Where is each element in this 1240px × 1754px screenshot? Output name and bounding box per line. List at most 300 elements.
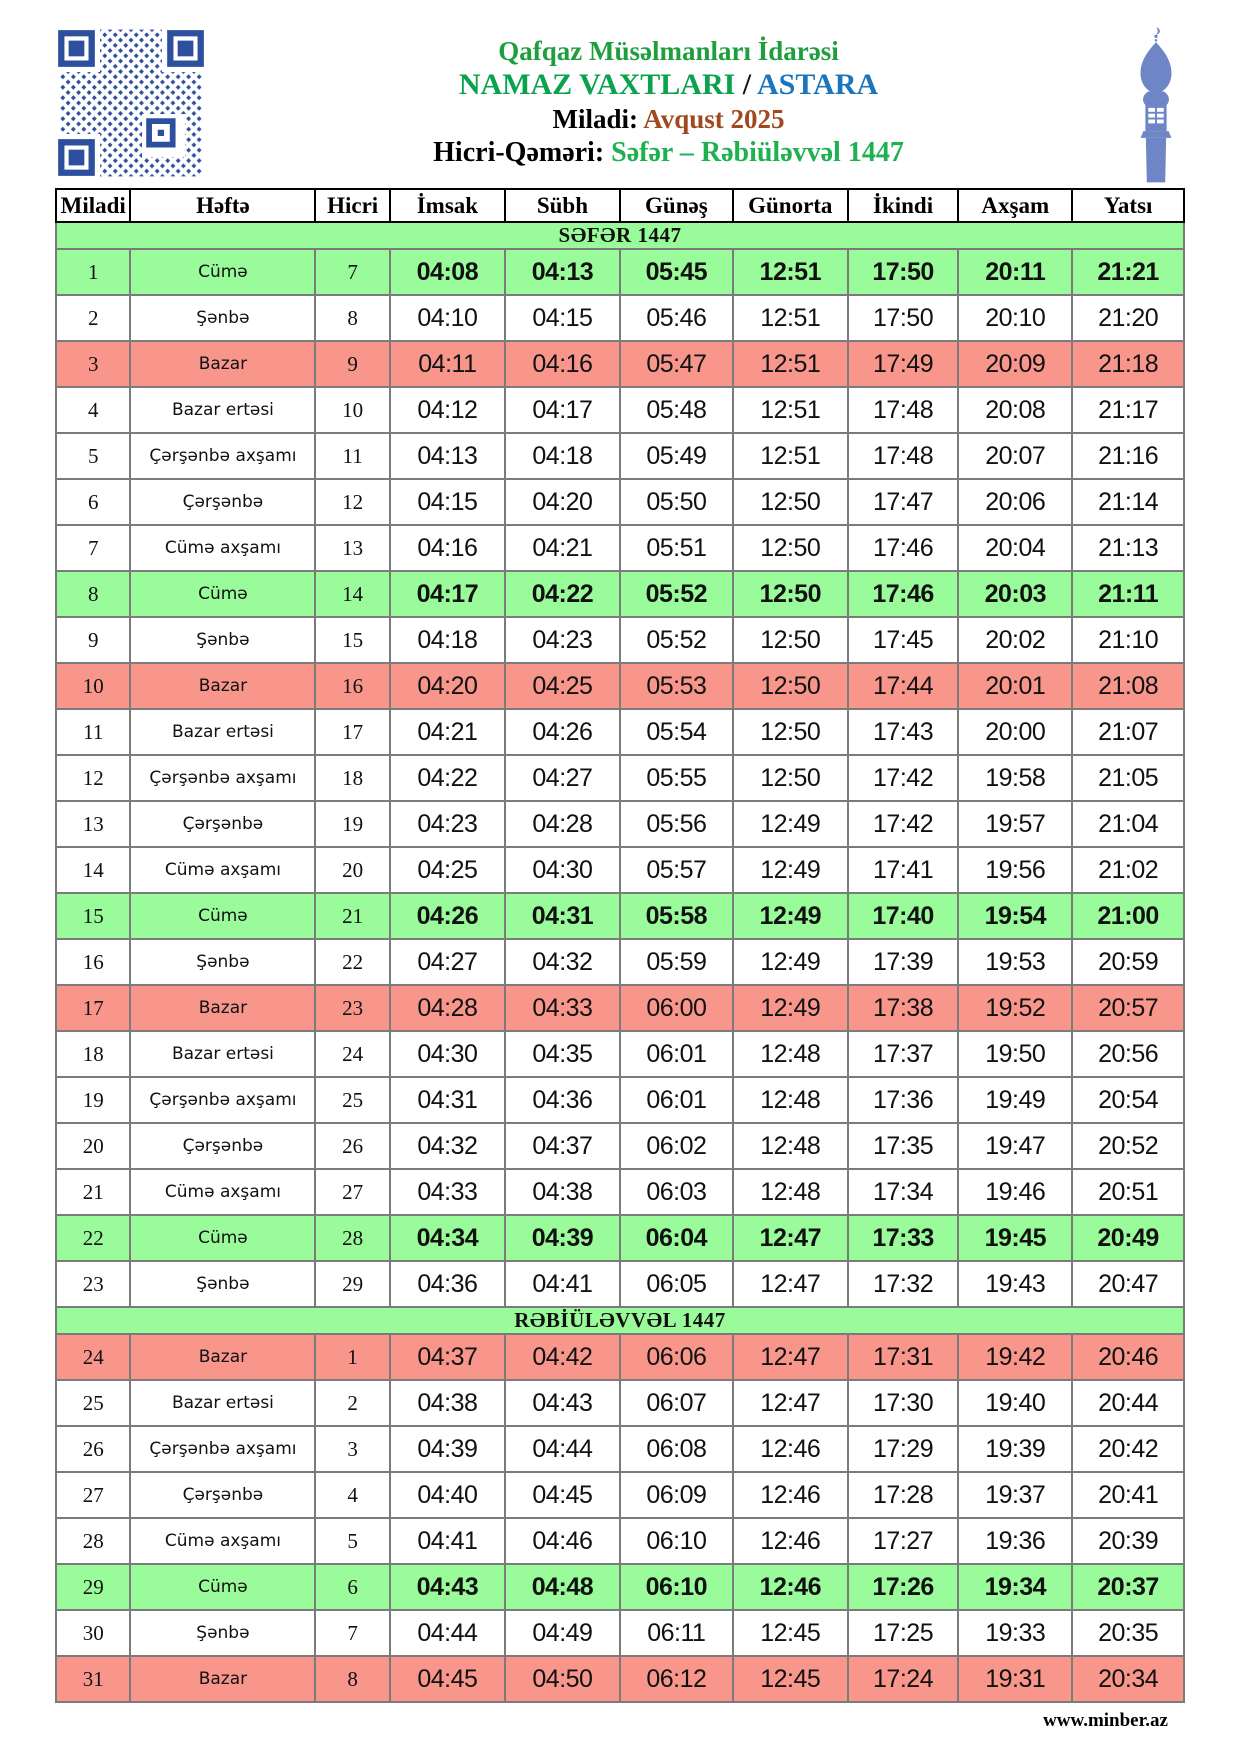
cell-time-imsak: 04:34: [390, 1215, 505, 1261]
cell-weekday: Cümə: [130, 1215, 315, 1261]
cell-miladi: 24: [56, 1334, 130, 1380]
cell-weekday: Şənbə: [130, 295, 315, 341]
organization-title: Qafqaz Müsəlmanları İdarəsi: [498, 36, 839, 66]
cell-weekday: Şənbə: [130, 939, 315, 985]
cell-time-axsam: 19:52: [958, 985, 1072, 1031]
cell-time-yatsi: 20:35: [1072, 1610, 1184, 1656]
cell-time-subh: 04:33: [505, 985, 620, 1031]
cell-hicri: 18: [315, 755, 389, 801]
cell-time-subh: 04:28: [505, 801, 620, 847]
cell-time-axsam: 19:56: [958, 847, 1072, 893]
cell-time-ikindi: 17:34: [848, 1169, 959, 1215]
cell-miladi: 22: [56, 1215, 130, 1261]
cell-time-subh: 04:17: [505, 387, 620, 433]
cell-time-ikindi: 17:38: [848, 985, 959, 1031]
cell-hicri: 15: [315, 617, 389, 663]
cell-miladi: 27: [56, 1472, 130, 1518]
cell-time-axsam: 20:06: [958, 479, 1072, 525]
cell-time-gunorta: 12:48: [733, 1077, 848, 1123]
cell-time-gunorta: 12:49: [733, 985, 848, 1031]
cell-time-gunorta: 12:49: [733, 847, 848, 893]
cell-time-yatsi: 20:49: [1072, 1215, 1184, 1261]
cell-weekday: Cümə axşamı: [130, 1518, 315, 1564]
cell-time-axsam: 20:07: [958, 433, 1072, 479]
cell-time-gunorta: 12:46: [733, 1426, 848, 1472]
cell-time-gunorta: 12:46: [733, 1472, 848, 1518]
cell-hicri: 8: [315, 295, 389, 341]
cell-time-imsak: 04:38: [390, 1380, 505, 1426]
cell-time-ikindi: 17:26: [848, 1564, 959, 1610]
cell-weekday: Bazar: [130, 985, 315, 1031]
column-header-hefte: Həftə: [130, 189, 315, 222]
month-section-row: [56, 222, 1184, 249]
cell-hicri: 19: [315, 801, 389, 847]
cell-time-axsam: 19:31: [958, 1656, 1072, 1702]
miladi-value: Avqust 2025: [643, 104, 785, 134]
cell-time-subh: 04:46: [505, 1518, 620, 1564]
cell-hicri: 28: [315, 1215, 389, 1261]
cell-time-ikindi: 17:41: [848, 847, 959, 893]
hicri-value: Səfər – Rəbiüləvvəl 1447: [611, 137, 904, 168]
cell-time-subh: 04:27: [505, 755, 620, 801]
cell-time-gunorta: 12:45: [733, 1656, 848, 1702]
cell-weekday: Şənbə: [130, 1261, 315, 1307]
cell-time-axsam: 19:45: [958, 1215, 1072, 1261]
cell-weekday: Çərşənbə: [130, 801, 315, 847]
cell-time-yatsi: 21:17: [1072, 387, 1184, 433]
cell-hicri: 11: [315, 433, 389, 479]
cell-time-axsam: 20:02: [958, 617, 1072, 663]
cell-time-yatsi: 20:47: [1072, 1261, 1184, 1307]
cell-time-ikindi: 17:25: [848, 1610, 959, 1656]
cell-time-imsak: 04:17: [390, 571, 505, 617]
cell-time-axsam: 19:42: [958, 1334, 1072, 1380]
cell-time-gunes: 06:12: [620, 1656, 733, 1702]
cell-time-imsak: 04:32: [390, 1123, 505, 1169]
cell-time-yatsi: 20:42: [1072, 1426, 1184, 1472]
cell-time-gunes: 05:49: [620, 433, 733, 479]
day-row: [56, 341, 1184, 387]
cell-time-imsak: 04:23: [390, 801, 505, 847]
day-row: [56, 985, 1184, 1031]
cell-time-gunorta: 12:47: [733, 1215, 848, 1261]
cell-time-gunorta: 12:47: [733, 1261, 848, 1307]
column-header-imsak: İmsak: [390, 189, 505, 222]
day-row: [56, 801, 1184, 847]
cell-time-gunes: 05:56: [620, 801, 733, 847]
cell-time-ikindi: 17:50: [848, 249, 959, 295]
cell-time-yatsi: 20:59: [1072, 939, 1184, 985]
cell-time-yatsi: 20:39: [1072, 1518, 1184, 1564]
column-header-gunorta: Günorta: [733, 189, 848, 222]
cell-hicri: 9: [315, 341, 389, 387]
cell-miladi: 2: [56, 295, 130, 341]
cell-weekday: Çərşənbə: [130, 479, 315, 525]
cell-time-axsam: 20:01: [958, 663, 1072, 709]
cell-time-imsak: 04:25: [390, 847, 505, 893]
cell-time-subh: 04:48: [505, 1564, 620, 1610]
cell-time-gunorta: 12:49: [733, 893, 848, 939]
cell-time-ikindi: 17:33: [848, 1215, 959, 1261]
cell-time-yatsi: 20:46: [1072, 1334, 1184, 1380]
cell-weekday: Çərşənbə axşamı: [130, 1077, 315, 1123]
column-header-axsam: Axşam: [958, 189, 1072, 222]
cell-weekday: Çərşənbə axşamı: [130, 755, 315, 801]
cell-miladi: 12: [56, 755, 130, 801]
cell-time-gunes: 06:01: [620, 1077, 733, 1123]
cell-miladi: 25: [56, 1380, 130, 1426]
cell-time-ikindi: 17:44: [848, 663, 959, 709]
cell-time-ikindi: 17:45: [848, 617, 959, 663]
cell-time-yatsi: 20:37: [1072, 1564, 1184, 1610]
cell-time-gunes: 06:04: [620, 1215, 733, 1261]
day-row: [56, 1077, 1184, 1123]
page-header: [55, 18, 1185, 186]
cell-time-gunes: 05:51: [620, 525, 733, 571]
cell-time-axsam: 19:58: [958, 755, 1072, 801]
cell-weekday: Cümə axşamı: [130, 525, 315, 571]
cell-time-gunorta: 12:50: [733, 755, 848, 801]
cell-time-gunes: 06:01: [620, 1031, 733, 1077]
cell-weekday: Bazar ertəsi: [130, 1380, 315, 1426]
cell-time-axsam: 20:09: [958, 341, 1072, 387]
day-row: [56, 1656, 1184, 1702]
cell-hicri: 7: [315, 249, 389, 295]
cell-hicri: 22: [315, 939, 389, 985]
cell-time-gunes: 05:47: [620, 341, 733, 387]
cell-miladi: 19: [56, 1077, 130, 1123]
cell-time-imsak: 04:26: [390, 893, 505, 939]
cell-time-gunes: 05:45: [620, 249, 733, 295]
column-header-hicri: Hicri: [315, 189, 389, 222]
cell-miladi: 20: [56, 1123, 130, 1169]
cell-miladi: 26: [56, 1426, 130, 1472]
cell-time-gunes: 05:59: [620, 939, 733, 985]
day-row: [56, 479, 1184, 525]
month-section-banner: RƏBİÜLƏVVƏL 1447: [56, 1307, 1184, 1334]
cell-time-imsak: 04:31: [390, 1077, 505, 1123]
cell-time-axsam: 19:34: [958, 1564, 1072, 1610]
cell-time-yatsi: 21:05: [1072, 755, 1184, 801]
cell-time-imsak: 04:11: [390, 341, 505, 387]
cell-weekday: Bazar: [130, 1656, 315, 1702]
cell-miladi: 17: [56, 985, 130, 1031]
cell-time-imsak: 04:36: [390, 1261, 505, 1307]
cell-time-ikindi: 17:32: [848, 1261, 959, 1307]
cell-time-axsam: 20:00: [958, 709, 1072, 755]
cell-time-gunorta: 12:48: [733, 1123, 848, 1169]
day-row: [56, 709, 1184, 755]
cell-time-gunorta: 12:47: [733, 1334, 848, 1380]
cell-time-yatsi: 21:14: [1072, 479, 1184, 525]
cell-time-subh: 04:15: [505, 295, 620, 341]
cell-time-yatsi: 21:07: [1072, 709, 1184, 755]
cell-miladi: 28: [56, 1518, 130, 1564]
cell-time-subh: 04:36: [505, 1077, 620, 1123]
cell-time-ikindi: 17:40: [848, 893, 959, 939]
cell-time-yatsi: 21:18: [1072, 341, 1184, 387]
cell-time-gunes: 05:54: [620, 709, 733, 755]
day-row: [56, 893, 1184, 939]
cell-hicri: 7: [315, 1610, 389, 1656]
cell-hicri: 13: [315, 525, 389, 571]
city-name: ASTARA: [757, 68, 879, 101]
cell-time-imsak: 04:44: [390, 1610, 505, 1656]
cell-time-yatsi: 21:08: [1072, 663, 1184, 709]
cell-time-subh: 04:16: [505, 341, 620, 387]
day-row: [56, 617, 1184, 663]
cell-miladi: 30: [56, 1610, 130, 1656]
cell-weekday: Cümə: [130, 249, 315, 295]
cell-weekday: Bazar ertəsi: [130, 1031, 315, 1077]
cell-weekday: Cümə: [130, 571, 315, 617]
cell-time-subh: 04:41: [505, 1261, 620, 1307]
cell-time-ikindi: 17:46: [848, 525, 959, 571]
day-row: [56, 1123, 1184, 1169]
cell-weekday: Bazar: [130, 1334, 315, 1380]
cell-hicri: 1: [315, 1334, 389, 1380]
column-header-miladi: Miladi: [56, 189, 130, 222]
cell-hicri: 5: [315, 1518, 389, 1564]
cell-time-axsam: 20:03: [958, 571, 1072, 617]
hicri-line: [210, 136, 1127, 170]
cell-miladi: 10: [56, 663, 130, 709]
cell-hicri: 24: [315, 1031, 389, 1077]
cell-time-gunorta: 12:47: [733, 1380, 848, 1426]
day-row: [56, 433, 1184, 479]
cell-weekday: Şənbə: [130, 1610, 315, 1656]
title-block: [210, 18, 1127, 170]
cell-time-imsak: 04:28: [390, 985, 505, 1031]
cell-time-subh: 04:49: [505, 1610, 620, 1656]
cell-time-gunes: 06:09: [620, 1472, 733, 1518]
cell-time-subh: 04:20: [505, 479, 620, 525]
cell-hicri: 27: [315, 1169, 389, 1215]
cell-hicri: 4: [315, 1472, 389, 1518]
day-row: [56, 1472, 1184, 1518]
minaret-icon: [1127, 26, 1185, 184]
cell-time-ikindi: 17:42: [848, 755, 959, 801]
cell-time-yatsi: 21:21: [1072, 249, 1184, 295]
cell-miladi: 1: [56, 249, 130, 295]
cell-time-gunorta: 12:51: [733, 341, 848, 387]
cell-time-gunorta: 12:50: [733, 525, 848, 571]
cell-miladi: 29: [56, 1564, 130, 1610]
cell-weekday: Cümə: [130, 1564, 315, 1610]
cell-time-axsam: 19:47: [958, 1123, 1072, 1169]
cell-hicri: 23: [315, 985, 389, 1031]
cell-time-gunorta: 12:46: [733, 1518, 848, 1564]
day-row: [56, 1334, 1184, 1380]
cell-time-gunes: 05:57: [620, 847, 733, 893]
day-row: [56, 295, 1184, 341]
cell-time-ikindi: 17:36: [848, 1077, 959, 1123]
day-row: [56, 249, 1184, 295]
cell-time-yatsi: 21:02: [1072, 847, 1184, 893]
cell-weekday: Cümə axşamı: [130, 847, 315, 893]
column-header-yatsi: Yatsı: [1072, 189, 1184, 222]
cell-time-subh: 04:26: [505, 709, 620, 755]
cell-time-yatsi: 20:56: [1072, 1031, 1184, 1077]
cell-time-ikindi: 17:31: [848, 1334, 959, 1380]
cell-miladi: 16: [56, 939, 130, 985]
cell-miladi: 15: [56, 893, 130, 939]
cell-time-yatsi: 21:10: [1072, 617, 1184, 663]
cell-time-gunorta: 12:48: [733, 1031, 848, 1077]
cell-time-imsak: 04:18: [390, 617, 505, 663]
cell-hicri: 2: [315, 1380, 389, 1426]
cell-time-axsam: 19:46: [958, 1169, 1072, 1215]
cell-time-ikindi: 17:27: [848, 1518, 959, 1564]
miladi-label: Miladi:: [552, 104, 638, 134]
cell-time-ikindi: 17:28: [848, 1472, 959, 1518]
cell-time-gunes: 05:52: [620, 617, 733, 663]
cell-miladi: 23: [56, 1261, 130, 1307]
day-row: [56, 387, 1184, 433]
cell-weekday: Çərşənbə axşamı: [130, 1426, 315, 1472]
cell-time-subh: 04:25: [505, 663, 620, 709]
table-header-row: [56, 189, 1184, 222]
prayer-table: [55, 188, 1185, 1703]
column-header-ikindi: İkindi: [848, 189, 959, 222]
cell-time-axsam: 20:10: [958, 295, 1072, 341]
cell-time-imsak: 04:39: [390, 1426, 505, 1472]
day-row: [56, 571, 1184, 617]
cell-hicri: 26: [315, 1123, 389, 1169]
cell-time-imsak: 04:16: [390, 525, 505, 571]
cell-miladi: 6: [56, 479, 130, 525]
cell-time-imsak: 04:13: [390, 433, 505, 479]
cell-time-gunorta: 12:49: [733, 801, 848, 847]
cell-weekday: Bazar ertəsi: [130, 709, 315, 755]
cell-time-ikindi: 17:30: [848, 1380, 959, 1426]
cell-time-imsak: 04:30: [390, 1031, 505, 1077]
cell-miladi: 13: [56, 801, 130, 847]
cell-miladi: 7: [56, 525, 130, 571]
cell-time-yatsi: 20:34: [1072, 1656, 1184, 1702]
cell-time-gunes: 06:02: [620, 1123, 733, 1169]
cell-time-ikindi: 17:39: [848, 939, 959, 985]
day-row: [56, 755, 1184, 801]
cell-time-axsam: 19:33: [958, 1610, 1072, 1656]
cell-hicri: 3: [315, 1426, 389, 1472]
main-title-line: [210, 68, 1127, 102]
cell-time-yatsi: 21:00: [1072, 893, 1184, 939]
cell-time-axsam: 19:57: [958, 801, 1072, 847]
cell-hicri: 16: [315, 663, 389, 709]
cell-weekday: Bazar: [130, 663, 315, 709]
cell-hicri: 21: [315, 893, 389, 939]
cell-time-yatsi: 21:20: [1072, 295, 1184, 341]
cell-time-ikindi: 17:37: [848, 1031, 959, 1077]
cell-hicri: 29: [315, 1261, 389, 1307]
day-row: [56, 1169, 1184, 1215]
cell-time-gunes: 06:03: [620, 1169, 733, 1215]
cell-hicri: 10: [315, 387, 389, 433]
cell-time-subh: 04:45: [505, 1472, 620, 1518]
day-row: [56, 1215, 1184, 1261]
cell-time-gunorta: 12:45: [733, 1610, 848, 1656]
cell-weekday: Cümə axşamı: [130, 1169, 315, 1215]
cell-time-yatsi: 21:16: [1072, 433, 1184, 479]
cell-time-subh: 04:23: [505, 617, 620, 663]
cell-time-ikindi: 17:50: [848, 295, 959, 341]
cell-time-imsak: 04:21: [390, 709, 505, 755]
day-row: [56, 939, 1184, 985]
cell-hicri: 6: [315, 1564, 389, 1610]
cell-time-gunes: 05:55: [620, 755, 733, 801]
cell-time-axsam: 19:49: [958, 1077, 1072, 1123]
cell-time-subh: 04:35: [505, 1031, 620, 1077]
cell-time-imsak: 04:33: [390, 1169, 505, 1215]
cell-time-gunes: 06:06: [620, 1334, 733, 1380]
cell-hicri: 14: [315, 571, 389, 617]
cell-time-gunes: 05:46: [620, 295, 733, 341]
cell-time-imsak: 04:12: [390, 387, 505, 433]
cell-miladi: 8: [56, 571, 130, 617]
cell-time-imsak: 04:20: [390, 663, 505, 709]
cell-time-imsak: 04:40: [390, 1472, 505, 1518]
cell-time-subh: 04:37: [505, 1123, 620, 1169]
cell-time-imsak: 04:08: [390, 249, 505, 295]
cell-miladi: 18: [56, 1031, 130, 1077]
cell-time-gunorta: 12:50: [733, 571, 848, 617]
cell-time-subh: 04:22: [505, 571, 620, 617]
cell-time-imsak: 04:27: [390, 939, 505, 985]
cell-miladi: 4: [56, 387, 130, 433]
cell-miladi: 11: [56, 709, 130, 755]
day-row: [56, 1564, 1184, 1610]
cell-time-gunorta: 12:48: [733, 1169, 848, 1215]
cell-weekday: Çərşənbə: [130, 1123, 315, 1169]
cell-time-subh: 04:31: [505, 893, 620, 939]
cell-time-axsam: 19:40: [958, 1380, 1072, 1426]
cell-time-axsam: 20:11: [958, 249, 1072, 295]
cell-time-gunes: 05:50: [620, 479, 733, 525]
cell-time-yatsi: 21:11: [1072, 571, 1184, 617]
month-section-banner: SƏFƏR 1447: [56, 222, 1184, 249]
cell-hicri: 8: [315, 1656, 389, 1702]
cell-time-subh: 04:30: [505, 847, 620, 893]
cell-hicri: 12: [315, 479, 389, 525]
cell-time-imsak: 04:43: [390, 1564, 505, 1610]
cell-time-gunes: 06:07: [620, 1380, 733, 1426]
cell-time-ikindi: 17:48: [848, 387, 959, 433]
page-title: NAMAZ VAXTLARI: [458, 68, 736, 101]
cell-time-yatsi: 20:52: [1072, 1123, 1184, 1169]
cell-time-gunes: 05:53: [620, 663, 733, 709]
cell-time-subh: 04:21: [505, 525, 620, 571]
day-row: [56, 847, 1184, 893]
cell-miladi: 9: [56, 617, 130, 663]
cell-time-ikindi: 17:49: [848, 341, 959, 387]
cell-time-gunes: 06:11: [620, 1610, 733, 1656]
cell-time-gunorta: 12:50: [733, 663, 848, 709]
cell-miladi: 31: [56, 1656, 130, 1702]
cell-time-ikindi: 17:24: [848, 1656, 959, 1702]
day-row: [56, 1426, 1184, 1472]
qr-code-icon: [55, 24, 210, 184]
day-row: [56, 1031, 1184, 1077]
miladi-line: [210, 102, 1127, 136]
cell-time-gunes: 05:52: [620, 571, 733, 617]
cell-weekday: Şənbə: [130, 617, 315, 663]
cell-time-subh: 04:18: [505, 433, 620, 479]
cell-time-yatsi: 20:51: [1072, 1169, 1184, 1215]
cell-time-axsam: 19:36: [958, 1518, 1072, 1564]
day-row: [56, 1261, 1184, 1307]
day-row: [56, 663, 1184, 709]
